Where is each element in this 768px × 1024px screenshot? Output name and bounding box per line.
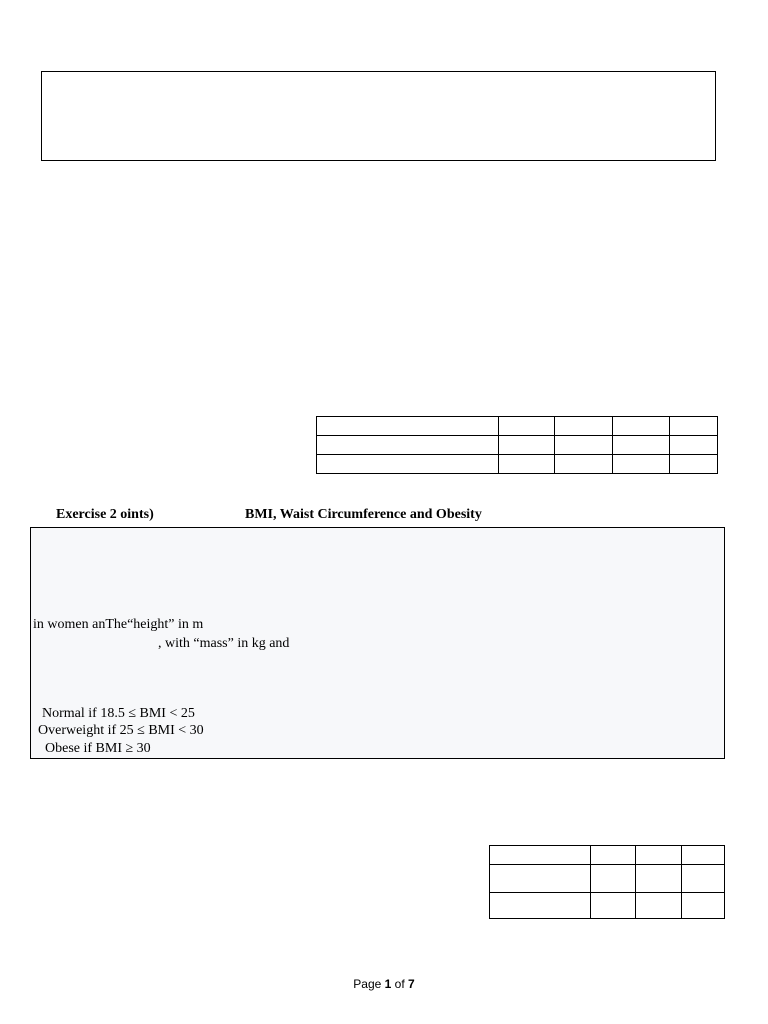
page-prefix: Page	[353, 977, 385, 991]
page-total: 7	[408, 977, 415, 991]
table-row	[490, 846, 725, 865]
table-cell	[636, 865, 682, 893]
table-cell	[490, 893, 591, 919]
page-current: 1	[384, 977, 392, 991]
table-cell	[555, 436, 613, 455]
table-cell	[499, 417, 555, 436]
bmi-category-normal: Normal if 18.5 ≤ BMI < 25	[42, 706, 195, 721]
table-cell	[682, 846, 725, 865]
table-2	[489, 845, 725, 919]
table-cell	[591, 893, 636, 919]
table-cell	[499, 455, 555, 474]
table-cell	[555, 417, 613, 436]
table-row	[490, 893, 725, 919]
table-cell	[317, 417, 499, 436]
table-cell	[670, 455, 718, 474]
table-row	[317, 436, 718, 455]
table-row	[317, 417, 718, 436]
panel-line-2: , with “mass” in kg and	[158, 636, 290, 651]
panel-line-1: in women anThe“height” in m	[33, 617, 204, 632]
table-cell	[490, 846, 591, 865]
top-bordered-box	[41, 71, 716, 161]
table-cell	[613, 436, 670, 455]
table-cell	[317, 436, 499, 455]
table-cell	[591, 846, 636, 865]
table-row	[317, 455, 718, 474]
exercise-label: Exercise 2 oints)	[56, 507, 154, 522]
page-of: of	[391, 977, 409, 991]
table-cell	[555, 455, 613, 474]
bmi-category-obese: Obese if BMI ≥ 30	[45, 741, 151, 756]
table-cell	[613, 455, 670, 474]
table-cell	[682, 865, 725, 893]
table-1	[316, 416, 718, 474]
page-number	[0, 977, 768, 991]
table-cell	[490, 865, 591, 893]
table-cell	[317, 455, 499, 474]
table-row	[490, 865, 725, 893]
table-cell	[613, 417, 670, 436]
table-cell	[670, 417, 718, 436]
table-cell	[636, 846, 682, 865]
exercise-title: BMI, Waist Circumference and Obesity	[245, 507, 482, 522]
table-cell	[636, 893, 682, 919]
bmi-category-overweight: Overweight if 25 ≤ BMI < 30	[38, 723, 204, 738]
table-cell	[670, 436, 718, 455]
table-cell	[682, 893, 725, 919]
table-cell	[591, 865, 636, 893]
table-cell	[499, 436, 555, 455]
